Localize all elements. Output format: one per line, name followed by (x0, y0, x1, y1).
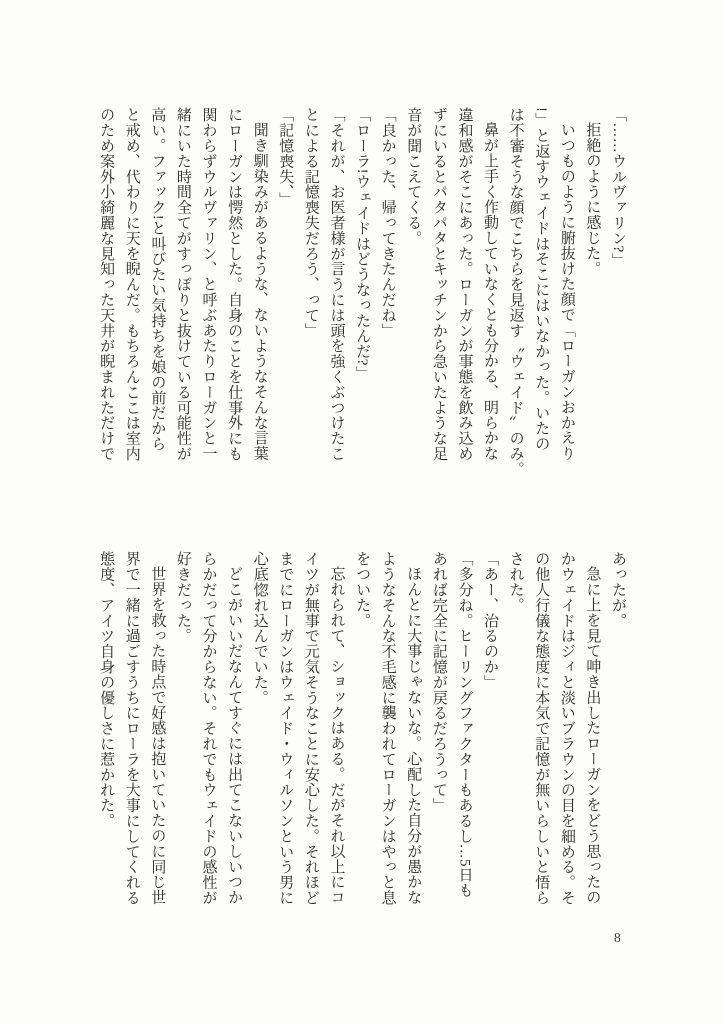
text-line: 「あー、治るのか」 (482, 551, 499, 690)
text-line: 違和感がそこにあった。ローガンが事態を飲み込め (456, 107, 473, 462)
page-number: 8 (614, 930, 621, 945)
text-line: 急に上を見て呻き出したローガンをどう思ったの (584, 566, 601, 906)
text-line: 鼻が上手く作動していなくとも分かる、明らかな (482, 122, 499, 462)
text-line: らかだって分からない。それでもウェイドの感性が (200, 551, 217, 906)
text-line: 高い。ファック!と叫びたい気持ちを娘の前だから (149, 107, 166, 452)
text-line: のため案外小綺麗な見知った天井が睨まれただけで (98, 107, 115, 462)
text-line: の他人行儀な態度に本気で記憶が無いらしいと悟ら (533, 551, 550, 906)
text-line: と戒め、代わりに天を睨んだ。もちろんここは室内 (123, 107, 140, 462)
text-line: 「良かった、帰ってきたんだね」 (379, 107, 396, 338)
upper-text-block (93, 107, 630, 477)
text-line: をついた。 (354, 551, 371, 628)
text-line: 「記憶喪失、」 (277, 107, 294, 208)
text-line: ようなそんな不毛感に襲われてローガンはやっと息 (379, 551, 396, 906)
text-line: イツが無事で元気そうなことに安心した。それほど (302, 551, 319, 906)
text-line: は不審そうな顔でこちらを見返す〝ウェイド〟のみ。 (507, 107, 524, 477)
text-line: までにローガンはウェイド・ウィルソンという男に (277, 551, 294, 906)
text-line: 音が聞こえてくる。 (405, 107, 422, 246)
text-line: にローガンは愕然とした。自身のことを仕事外にも (226, 107, 243, 462)
text-line: いつものように腑抜けた顔で「ローガンおかえり (558, 122, 575, 462)
text-line: かウェイドはジィと淡いブラウンの目を細める。そ (558, 551, 575, 906)
text-line: !」と返すウェイドはそこにはいなかった。いたの (533, 107, 550, 452)
text-line: 「それが、お医者様が言うには頭を強くぶつけたこ (328, 107, 345, 462)
text-line: あれば完全に記憶が戻るだろうって」 (430, 551, 447, 813)
text-line: された。 (507, 551, 524, 613)
text-line: あったが。 (610, 551, 626, 628)
text-line: 緒にいた時間全てがすっぽりと抜けている可能性が (174, 107, 191, 462)
text-line: 関わらずウルヴァリン、と呼ぶあたりローガンと一 (200, 107, 217, 462)
text-line: ほんとに大事じゃないな。心配した自分が愚かな (405, 566, 422, 906)
text-line: 「……ウルヴァリン?」 (610, 107, 626, 269)
text-line: 好きだった。 (174, 551, 191, 644)
text-line: ずにいるとパタパタとキッチンから急いたような足 (430, 107, 447, 462)
text-line: 態度、アイツ自身の優しさに惹かれた。 (98, 551, 115, 829)
text-line: 「ローラ!ウェイドはどうなったんだ?」 (354, 107, 371, 382)
text-line: とによる記憶喪失だろう、って」 (302, 107, 319, 338)
text-line: 聞き馴染みがあるような、ないようなそんな言葉 (251, 122, 268, 462)
text-line: 世界を救った時点で好感は抱いていたのに同じ世 (149, 566, 166, 906)
text-line: 「多分ね。ヒーリングファクターもあるし…5日も (456, 551, 473, 898)
text-line: どこがいいだなんてすぐには出てこないしいつか (226, 566, 243, 906)
text-line: 拒絶のように感じた。 (584, 122, 601, 277)
text-line: 心底惚れ込んでいた。 (251, 551, 268, 705)
text-line: 界で一緒に過ごすうちにローラを大事にしてくれる (123, 551, 140, 906)
text-line: 忘れられて、ショックはある。だがそれ以上にコ (328, 566, 345, 906)
lower-text-block (93, 551, 630, 911)
